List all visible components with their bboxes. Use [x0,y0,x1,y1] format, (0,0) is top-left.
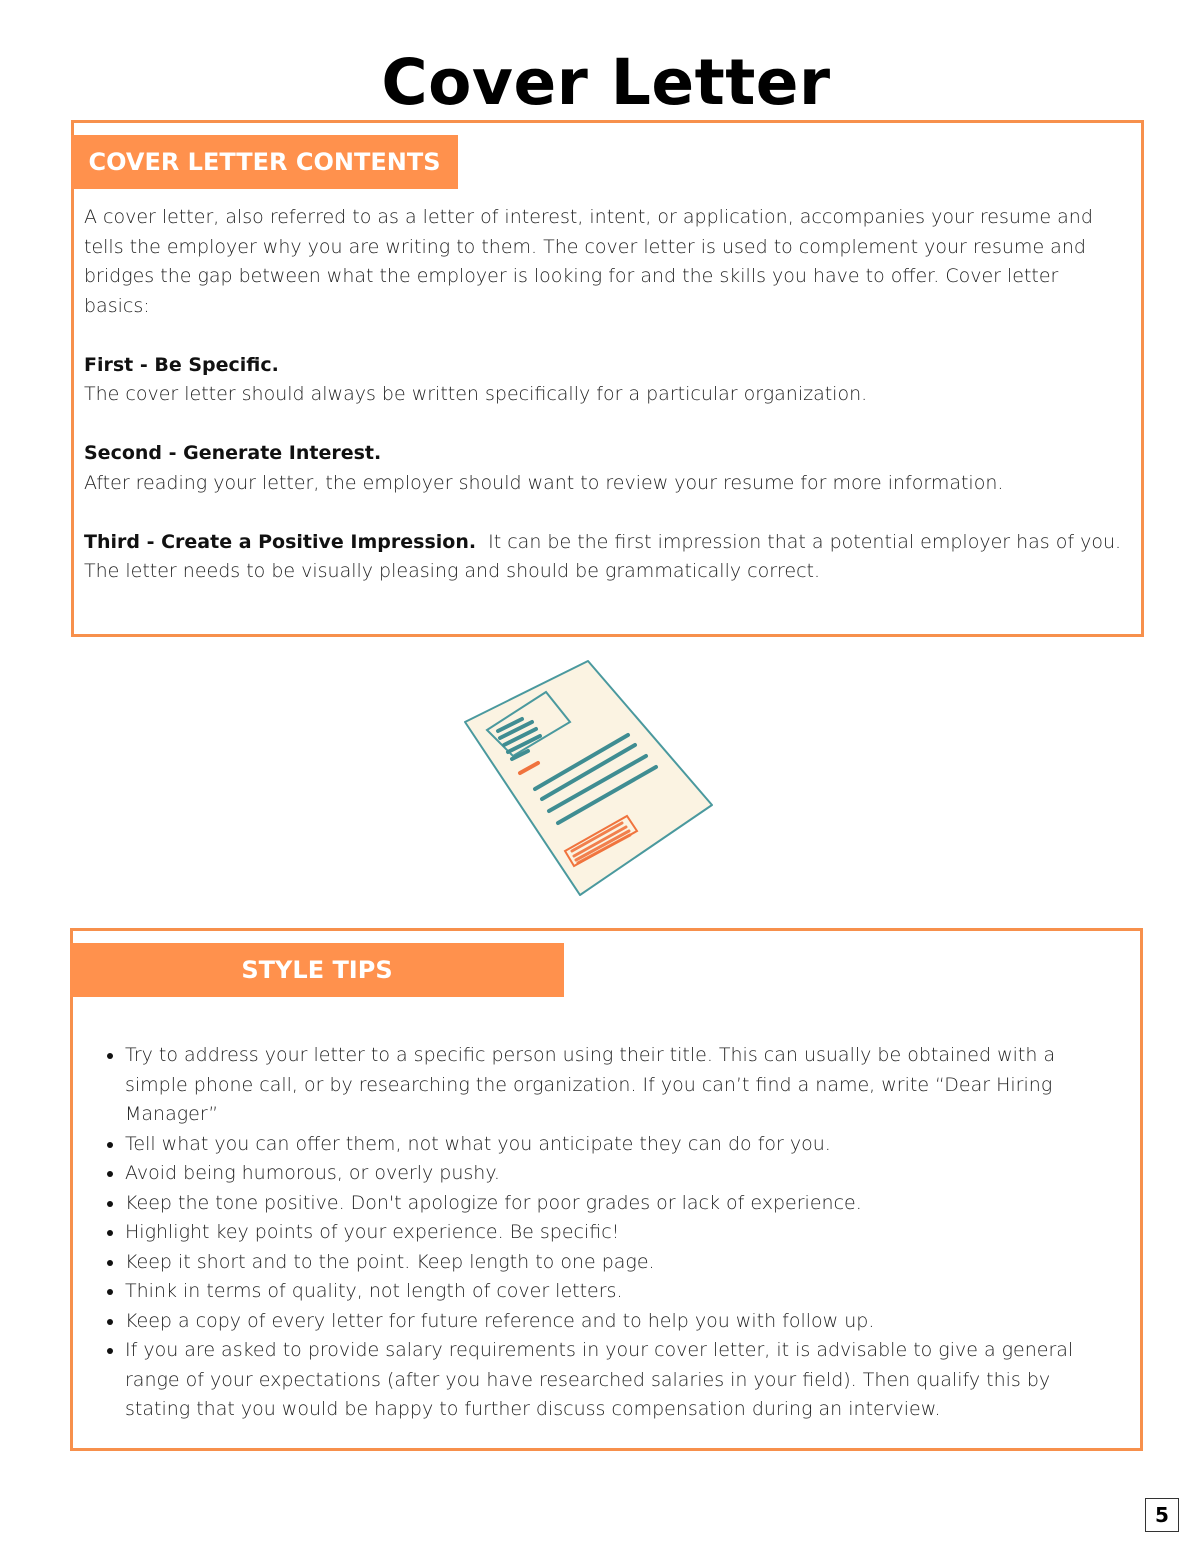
third-tip-heading: Third - Create a Positive Impression. [84,530,477,553]
second-tip-heading: Second - Generate Interest. [84,442,382,464]
style-tip-item: • Think in terms of quality, not length of cover letters. [125,1277,1115,1307]
cover-letter-contents-body [84,203,1129,587]
style-tips-list [103,1041,1115,1425]
style-tip-item: • Highlight key points of your experience. Be specific! [125,1218,1115,1248]
style-tip-item: • Keep the tone positive. Don't apologize for poor grades or lack of experience. [125,1189,1115,1219]
style-tip-item: • Keep it short and to the point. Keep length to one page. [125,1248,1115,1278]
cover-letter-contents-header: COVER LETTER CONTENTS [71,135,458,189]
third-tip [84,528,1129,587]
style-tip-item: • Tell what you can offer them, not what you anticipate they can do for you. [125,1130,1115,1160]
style-tips-header: STYLE TIPS [70,943,564,997]
first-tip-text: The cover letter should always be written specifically for a particular organization. [84,383,868,405]
intro-paragraph: A cover letter, also referred to as a letter of interest, intent, or application, accompanies your resume and tells the employer why you are writing to them. The cover letter is used to complement your resume and bridges the gap between what the employer is looking for and the skills you have to offer. Cover letter basics: [84,206,1093,317]
style-tip-item: • Try to address your letter to a specific person using their title. This can usually be obtained with a simple phone call, or by researching the organization. If you can’t find a name, write “Dear Hiring Manager” [125,1041,1115,1130]
style-tip-item: • Avoid being humorous, or overly pushy. [125,1159,1115,1189]
first-tip [84,351,1129,381]
page-number: 5 [1145,1498,1179,1532]
style-tips-section [70,928,1143,1451]
third-tip-text: It can be the first impression that a potential employer has of you. The letter needs to be visually pleasing and should be grammatically correct. [84,530,1128,582]
second-tip [84,439,1129,469]
first-tip-heading: First - Be Specific. [84,353,279,376]
page-title: Cover Letter [381,46,831,119]
style-tip-item: • If you are asked to provide salary requirements in your cover letter, it is advisable to give a general range of your expectations (after you have researched salaries in your field). Then qualify this by stating that you would be happy to further discuss compensation during an interview. [125,1336,1115,1425]
cover-letter-contents-section [71,120,1144,637]
style-tip-item: • Keep a copy of every letter for future reference and to help you with follow up. [125,1307,1115,1337]
letter-document-icon [460,655,720,900]
second-tip-text: After reading your letter, the employer should want to review your resume for more information. [84,471,1004,494]
